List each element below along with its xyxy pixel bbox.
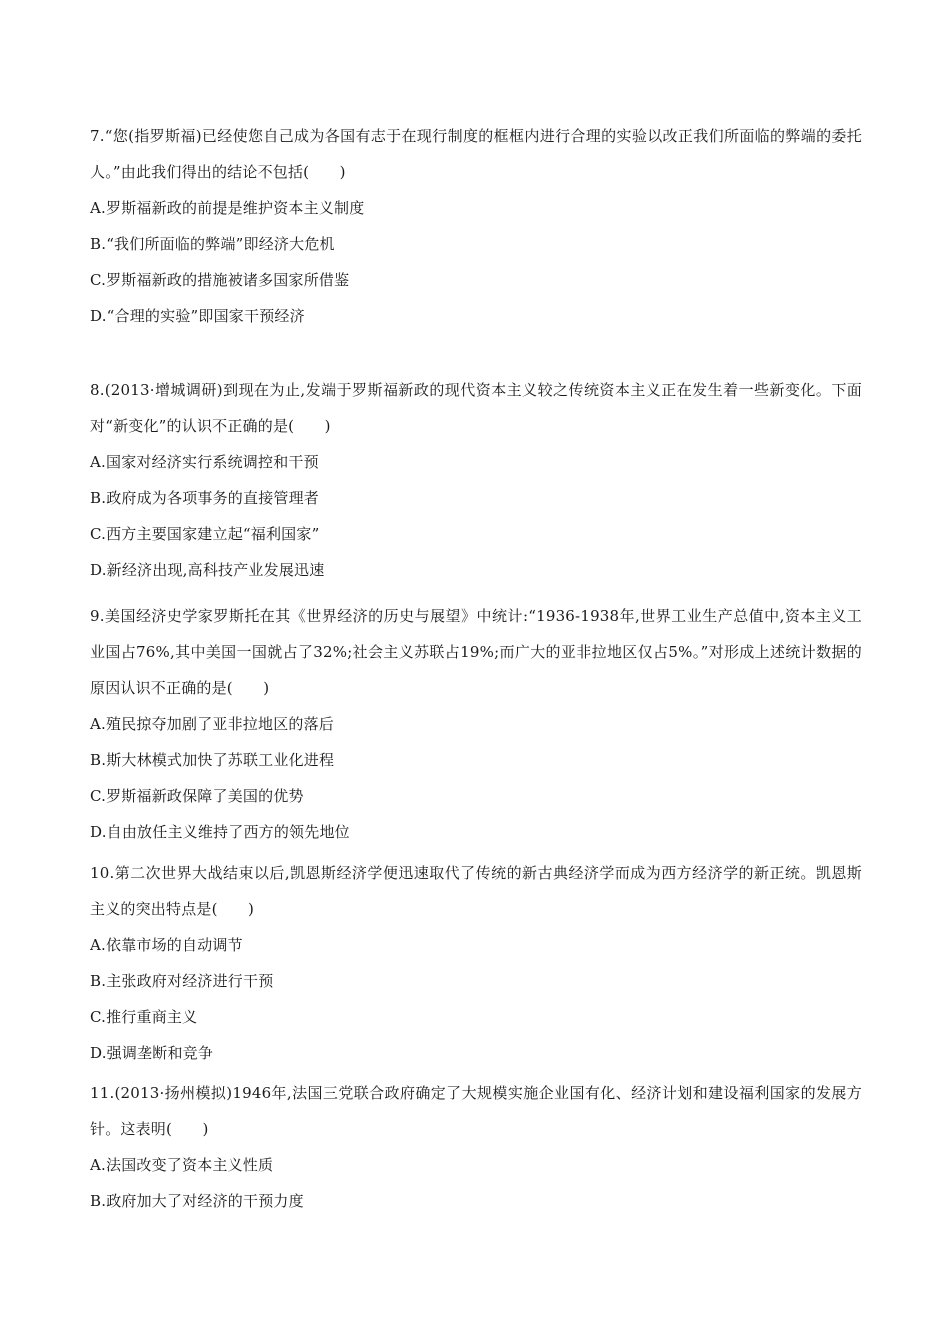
question-stem: 8.(2013·增城调研)到现在为止,发端于罗斯福新政的现代资本主义较之传统资本主义正在发生着一些新变化。下面对“新变化”的认识不正确的是( ) [90,381,862,435]
option-a: A.殖民掠夺加剧了亚非拉地区的落后 [90,715,335,733]
question-9 [90,598,862,850]
option-c: C.罗斯福新政的措施被诸多国家所借鉴 [90,271,350,289]
option-b: B.政府加大了对经济的干预力度 [90,1192,304,1210]
option-b: B.斯大林模式加快了苏联工业化进程 [90,751,335,769]
option-b: B.“我们所面临的弊端”即经济大危机 [90,235,335,253]
option-c: C.罗斯福新政保障了美国的优势 [90,787,304,805]
question-stem: 7.“您(指罗斯福)已经使您自己成为各国有志于在现行制度的框框内进行合理的实验以改正我们所面临的弊端的委托人。”由此我们得出的结论不包括( ) [90,127,862,181]
option-c: C.西方主要国家建立起“福利国家” [90,525,320,543]
option-c: C.推行重商主义 [90,1008,198,1026]
option-a: A.法国改变了资本主义性质 [90,1156,274,1174]
question-10 [90,855,862,1071]
option-a: A.依靠市场的自动调节 [90,936,243,954]
option-d: D.自由放任主义维持了西方的领先地位 [90,823,350,841]
question-stem: 11.(2013·扬州模拟)1946年,法国三党联合政府确定了大规模实施企业国有化、经济计划和建设福利国家的发展方针。这表明( ) [90,1084,862,1138]
option-d: D.新经济出现,高科技产业发展迅速 [90,561,325,579]
question-8 [90,372,862,588]
option-b: B.政府成为各项事务的直接管理者 [90,489,319,507]
option-a: A.国家对经济实行系统调控和干预 [90,453,319,471]
question-11 [90,1075,862,1219]
option-d: D.强调垄断和竞争 [90,1044,214,1062]
option-b: B.主张政府对经济进行干预 [90,972,274,990]
option-a: A.罗斯福新政的前提是维护资本主义制度 [90,199,365,217]
option-d: D.“合理的实验”即国家干预经济 [90,307,305,325]
question-7 [90,118,862,334]
question-stem: 9.美国经济史学家罗斯托在其《世界经济的历史与展望》中统计:“1936-1938年,世界工业生产总值中,资本主义工业国占76%,其中美国一国就占了32%;社会主义苏联占19%;而广大的亚非拉地区仅占5%。”对形成上述统计数据的原因认识不正确的是( ) [90,607,862,697]
question-stem: 10.第二次世界大战结束以后,凯恩斯经济学便迅速取代了传统的新古典经济学而成为西方经济学的新正统。凯恩斯主义的突出特点是( ) [90,864,862,918]
